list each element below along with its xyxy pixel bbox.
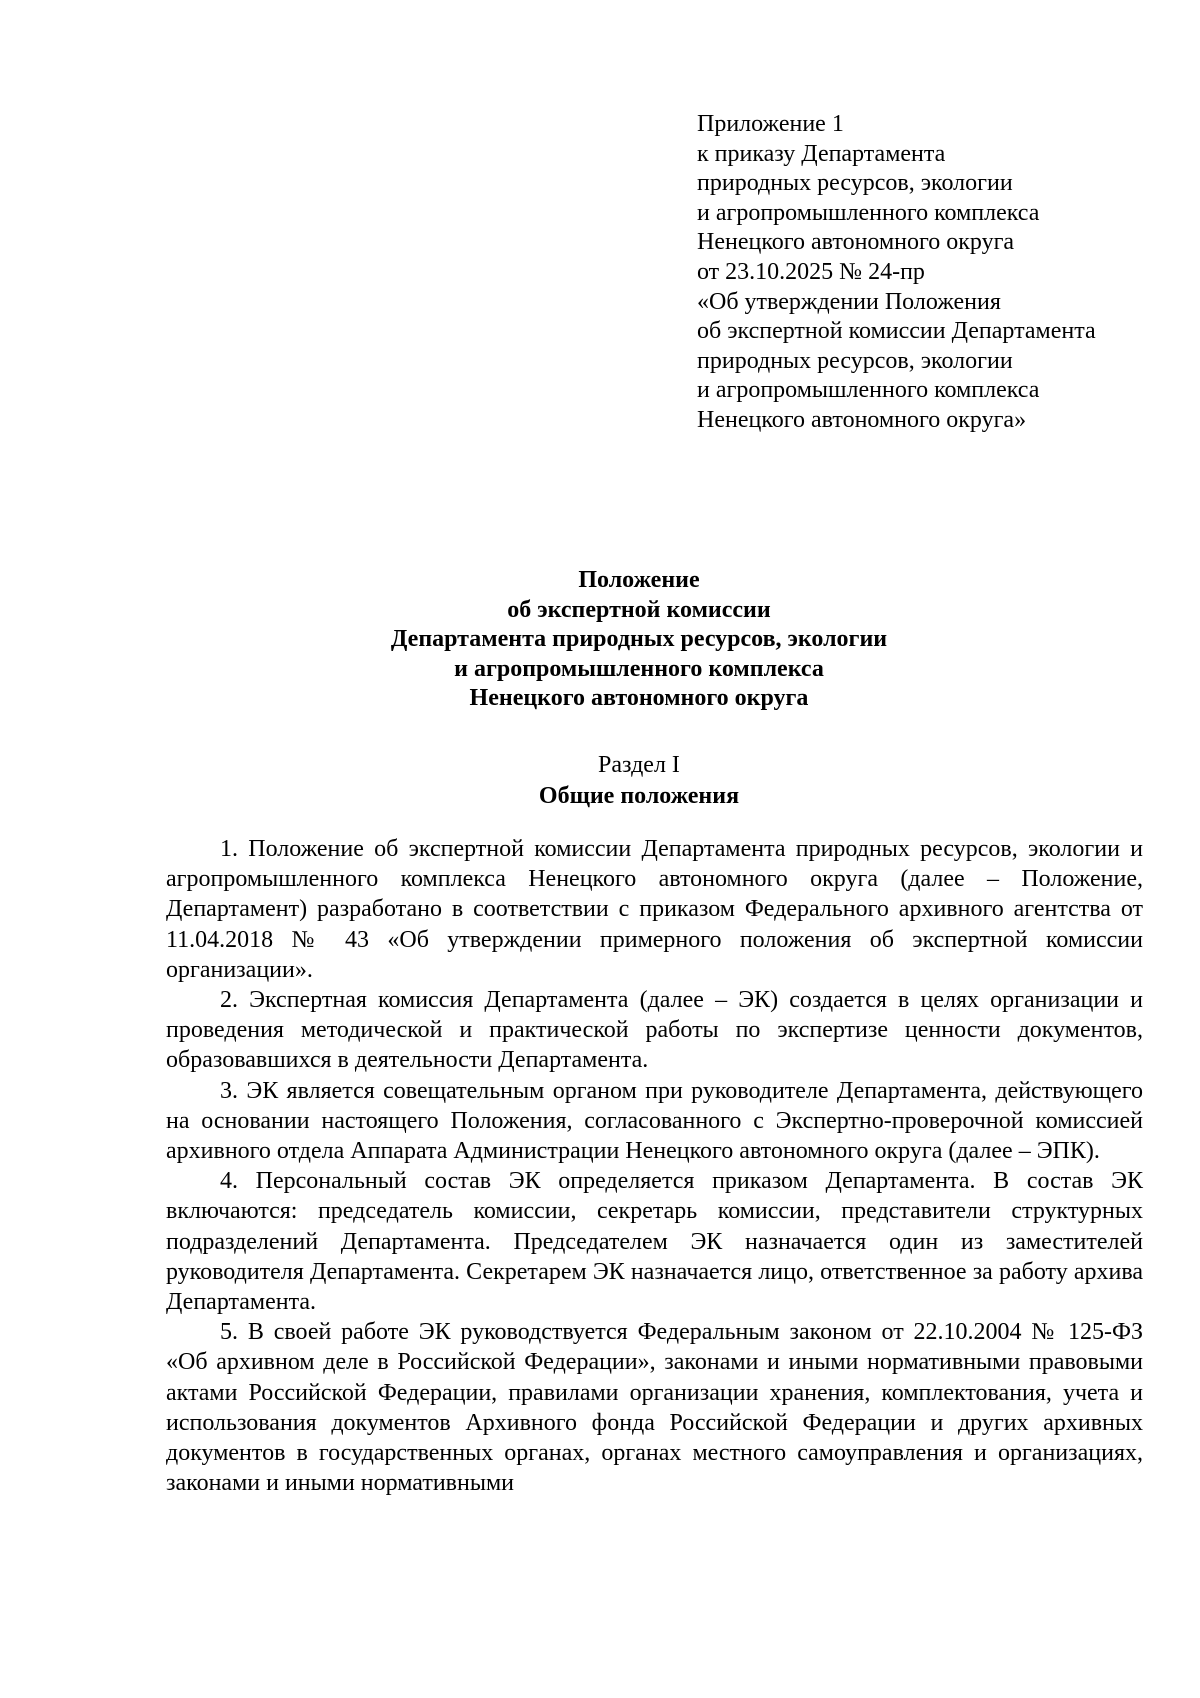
document-title	[160, 566, 1118, 714]
paragraph-4: 4. Персональный состав ЭК определяется приказом Департамента. В состав ЭК включаются: председатель комиссии, секретарь комиссии, представители структурных подразделений Департамента. Председателем ЭК назначается один из заместителей руководителя Департамента. Секретарем ЭК назначается лицо, ответственное за работу архива Департамента.	[166, 1168, 1143, 1316]
appendix-line: об экспертной комиссии Департамента	[697, 318, 1096, 345]
paragraph-2: 2. Экспертная комиссия Департамента (далее – ЭК) создается в целях организации и проведения методической и практической работы по экспертизе ценности документов, образовавшихся в деятельности Департамента.	[166, 987, 1143, 1074]
appendix-line: Ненецкого автономного округа	[697, 229, 1015, 256]
appendix-line: «Об утверждении Положения	[697, 288, 1001, 315]
appendix-line: Приложение 1	[697, 111, 844, 137]
section-number: Раздел I	[598, 752, 680, 778]
appendix-line: от 23.10.2025 № 24-пр	[697, 258, 925, 285]
appendix-line: природных ресурсов, экологии	[697, 170, 1013, 197]
paragraph-5: 5. В своей работе ЭК руководствуется Федеральным законом от 22.10.2004 № 125-ФЗ «Об архивном деле в Российской Федерации», законами и иными нормативными правовыми актами Российской Федерации, правилами организации хранения, комплектования, учета и использования документов Архивного фонда Российской Федерации и других архивных документов в государственных органах, органах местного самоуправления и организациях, законами и иными нормативными	[166, 1319, 1143, 1497]
appendix-line: Ненецкого автономного округа»	[697, 406, 1027, 433]
title-line: Ненецкого автономного округа	[469, 685, 809, 711]
appendix-line: к приказу Департамента	[697, 140, 946, 167]
appendix-header	[697, 110, 1167, 436]
title-line: Положение	[578, 567, 700, 593]
section-name: Общие положения	[538, 783, 740, 809]
title-line: и агропромышленного комплекса	[454, 655, 824, 682]
title-line: об экспертной комиссии	[507, 596, 771, 623]
document-body	[166, 834, 1143, 1498]
title-line: Департамента природных ресурсов, экологии	[390, 626, 888, 652]
appendix-line: природных ресурсов, экологии	[697, 347, 1013, 374]
appendix-line: и агропромышленного комплекса	[697, 377, 1040, 404]
appendix-line: и агропромышленного комплекса	[697, 199, 1040, 226]
paragraph-1: 1. Положение об экспертной комиссии Департамента природных ресурсов, экологии и агропромышленного комплекса Ненецкого автономного округа (далее – Положение, Департамент) разработано в соответствии с приказом Федерального архивного агентства от 11.04.2018 № 43 «Об утверждении примерного положения об экспертной комиссии организации».	[166, 836, 1143, 983]
section-heading	[160, 750, 1118, 812]
paragraph-3: 3. ЭК является совещательным органом при руководителе Департамента, действующего на основании настоящего Положения, согласованного с Экспертно-проверочной комиссией архивного отдела Аппарата Администрации Ненецкого автономного округа (далее – ЭПК).	[166, 1077, 1143, 1165]
